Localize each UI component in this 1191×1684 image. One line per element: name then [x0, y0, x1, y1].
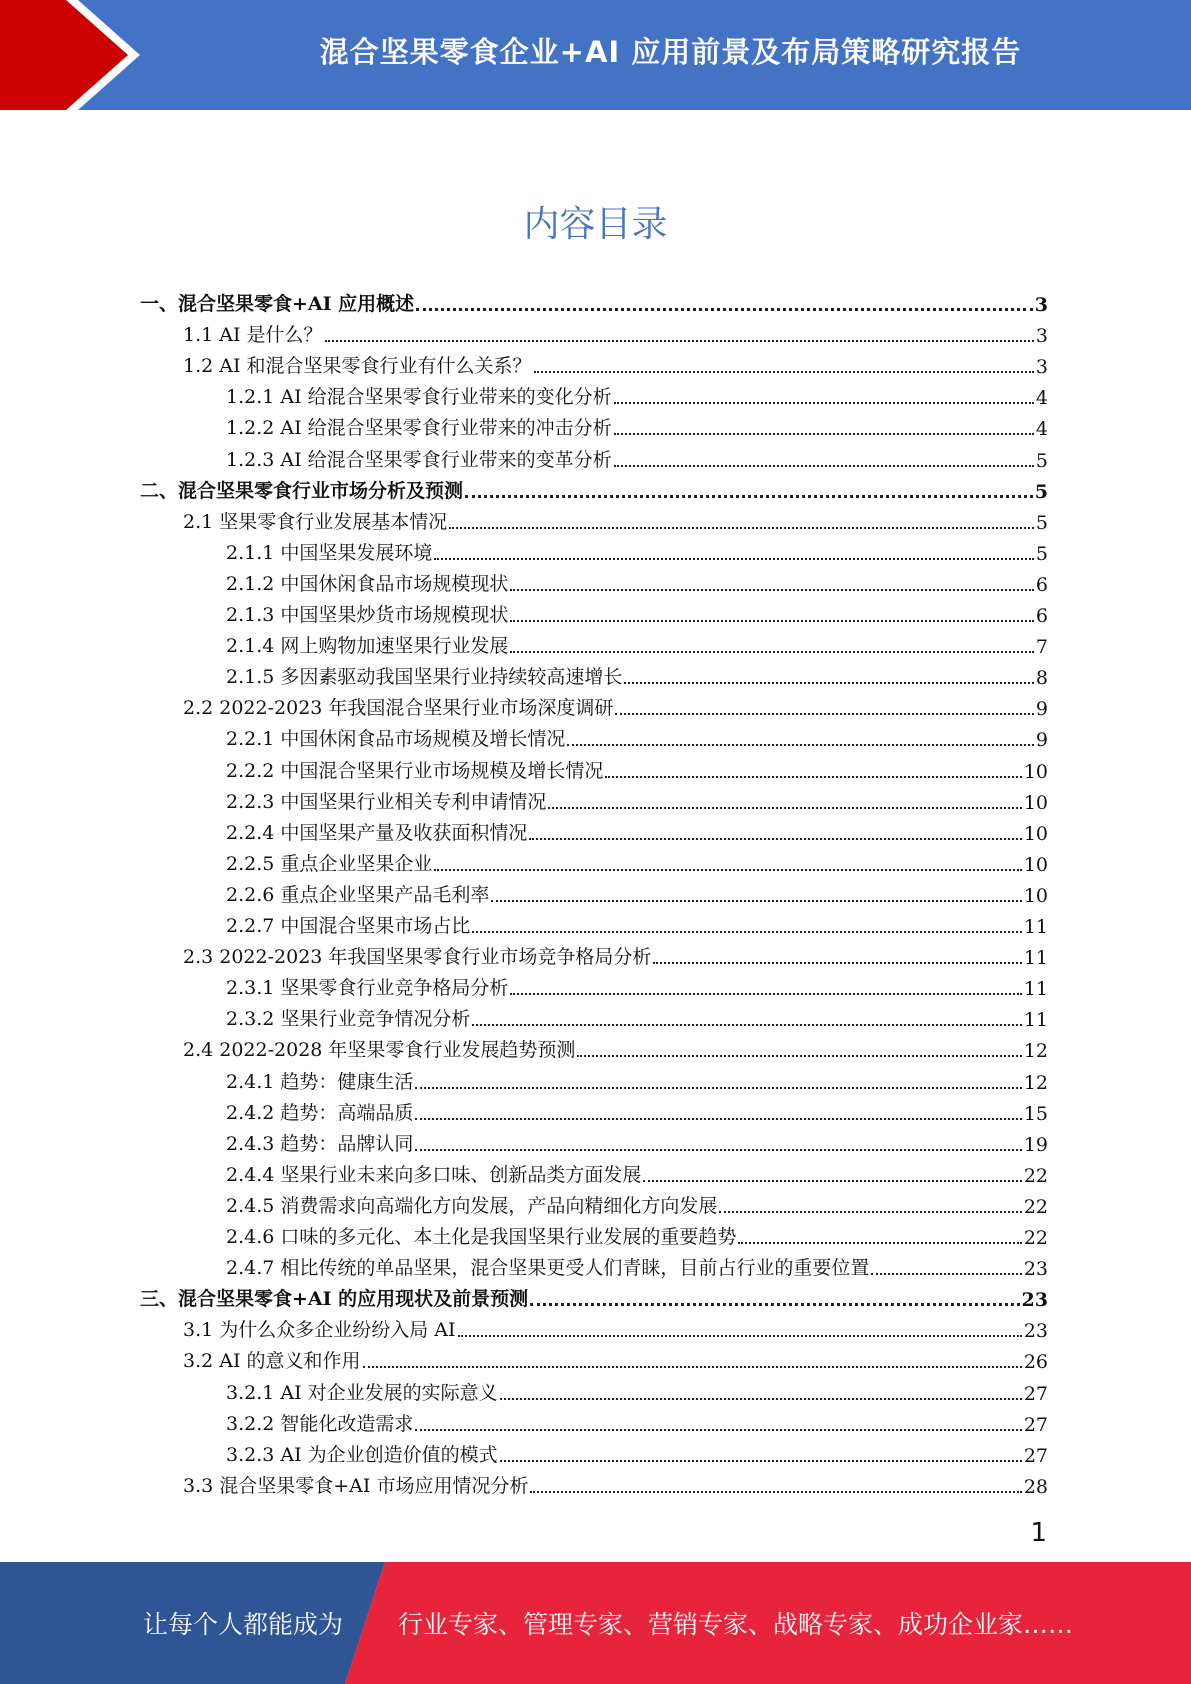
toc-entry-page: 8 — [1035, 667, 1048, 689]
toc-entry[interactable] — [140, 1280, 1048, 1311]
toc-entry[interactable] — [226, 876, 1048, 907]
toc-entry-page: 10 — [1023, 854, 1048, 876]
toc-entry[interactable] — [226, 596, 1048, 627]
page-number: 1 — [1030, 1518, 1047, 1548]
toc-dot-leader — [614, 464, 1034, 467]
toc-entry-label: 1.2 AI 和混合坚果零食行业有什么关系？ — [183, 355, 532, 377]
toc-entry-label: 3.2.2 智能化改造需求 — [226, 1413, 414, 1435]
toc-dot-leader — [548, 806, 1021, 809]
toc-dot-leader — [458, 1334, 1022, 1337]
report-title: 混合坚果零食企业+AI 应用前景及布局策略研究报告 — [319, 34, 1022, 69]
toc-entry-label: 2.4.5 消费需求向高端化方向发展，产品向精细化方向发展 — [226, 1195, 718, 1217]
toc-entry-label: 2.2.5 重点企业坚果企业 — [226, 853, 433, 875]
toc-entry[interactable] — [226, 814, 1048, 845]
toc-entry-page: 23 — [1023, 1258, 1048, 1280]
toc-dot-leader — [472, 930, 1021, 933]
toc-entry-page: 27 — [1023, 1414, 1048, 1436]
toc-entry-page: 23 — [1023, 1320, 1048, 1342]
toc-entry-label: 2.2.2 中国混合坚果行业市场规模及增长情况 — [226, 760, 604, 782]
toc-entry-label: 2.1 坚果零食行业发展基本情况 — [183, 511, 448, 533]
toc-entry-page: 10 — [1023, 761, 1048, 783]
toc-entry-page: 3 — [1034, 294, 1048, 316]
toc-entry-page: 4 — [1035, 387, 1048, 409]
toc-entry-page: 5 — [1035, 543, 1048, 565]
toc-entry-page: 3 — [1035, 356, 1048, 378]
toc-entry-label: 2.4.6 口味的多元化、本土化是我国坚果行业发展的重要趋势 — [226, 1226, 737, 1248]
toc-entry[interactable] — [226, 409, 1048, 440]
toc-entry[interactable] — [183, 503, 1048, 534]
footer-slogan-right: 行业专家、管理专家、营销专家、战略专家、成功企业家…… — [398, 1610, 1074, 1639]
toc-entry-label: 2.2.3 中国坚果行业相关专利申请情况 — [226, 791, 547, 813]
footer-band — [0, 1562, 1191, 1684]
toc-dot-leader — [643, 1179, 1021, 1182]
toc-entry[interactable] — [226, 627, 1048, 658]
toc-dot-leader — [415, 1117, 1021, 1120]
toc-dot-leader — [510, 619, 1034, 622]
toc-dot-leader — [738, 1241, 1021, 1244]
toc-entry-label: 2.3.1 坚果零食行业竞争格局分析 — [226, 977, 509, 999]
toc-entry-page: 26 — [1023, 1351, 1048, 1373]
toc-entry-label: 2.4 2022-2028 年坚果零食行业发展趋势预测 — [183, 1039, 576, 1061]
toc-entry[interactable] — [140, 285, 1048, 316]
toc-entry-page: 15 — [1023, 1103, 1048, 1125]
toc-entry[interactable] — [226, 565, 1048, 596]
header-arrow-decoration — [0, 0, 150, 110]
toc-entry[interactable] — [226, 1249, 1048, 1280]
toc-entry-page: 27 — [1023, 1445, 1048, 1467]
toc-entry[interactable] — [226, 1374, 1048, 1405]
toc-dot-leader — [624, 681, 1034, 684]
toc-entry-label: 2.1.2 中国休闲食品市场规模现状 — [226, 573, 509, 595]
footer-slogan-left: 让每个人都能成为 — [143, 1610, 344, 1639]
toc-entry[interactable] — [183, 689, 1048, 720]
toc-dot-leader — [614, 401, 1034, 404]
toc-dot-leader — [567, 743, 1034, 746]
toc-entry-label: 2.4.3 趋势：品牌认同 — [226, 1133, 414, 1155]
toc-dot-leader — [510, 650, 1034, 653]
toc-entry[interactable] — [226, 783, 1048, 814]
toc-entry[interactable] — [226, 1063, 1048, 1094]
toc-entry-label: 2.3 2022-2023 年我国坚果零食行业市场竞争格局分析 — [183, 946, 652, 968]
toc-entry[interactable] — [226, 1000, 1048, 1031]
toc-entry[interactable] — [226, 1218, 1048, 1249]
toc-entry[interactable] — [226, 1405, 1048, 1436]
toc-dot-leader — [434, 868, 1021, 871]
toc-entry[interactable] — [226, 1436, 1048, 1467]
toc-dot-leader — [500, 1397, 1022, 1400]
toc-dot-leader — [415, 1148, 1021, 1151]
toc-dot-leader — [472, 1023, 1021, 1026]
toc-entry[interactable] — [226, 441, 1048, 472]
toc-entry-page: 11 — [1023, 978, 1048, 1000]
toc-entry[interactable] — [226, 1094, 1048, 1125]
toc-dot-leader — [465, 494, 1033, 498]
toc-entry-label: 三、混合坚果零食+AI 的应用现状及前景预测 — [140, 1288, 529, 1310]
toc-entry-page: 11 — [1023, 1009, 1048, 1031]
toc-entry-label: 2.4.1 趋势：健康生活 — [226, 1071, 414, 1093]
toc-dot-leader — [415, 1086, 1021, 1089]
toc-entry[interactable] — [226, 658, 1048, 689]
toc-entry-page: 6 — [1035, 574, 1048, 596]
toc-entry-label: 1.2.2 AI 给混合坚果零食行业带来的冲击分析 — [226, 417, 612, 439]
toc-entry-page: 28 — [1023, 1476, 1048, 1498]
toc-entry-label: 一、混合坚果零食+AI 应用概述 — [140, 293, 415, 315]
toc-entry-page: 3 — [1035, 325, 1048, 347]
toc-entry[interactable] — [140, 472, 1048, 503]
toc-entry-label: 3.2.1 AI 对企业发展的实际意义 — [226, 1382, 498, 1404]
toc-entry-label: 2.2.4 中国坚果产量及收获面积情况 — [226, 822, 528, 844]
toc-entry[interactable] — [183, 347, 1048, 378]
toc-dot-leader — [530, 1490, 1021, 1493]
toc-entry-page: 10 — [1023, 885, 1048, 907]
toc-entry-label: 2.4.7 相比传统的单品坚果，混合坚果更受人们青睐，目前占行业的重要位置 — [226, 1257, 870, 1279]
toc-dot-leader — [719, 1210, 1021, 1213]
toc-dot-leader — [530, 1302, 1019, 1306]
toc-entry[interactable] — [183, 1467, 1048, 1498]
toc-entry[interactable] — [226, 1187, 1048, 1218]
toc-entry-page: 6 — [1035, 605, 1048, 627]
toc-entry[interactable] — [226, 720, 1048, 751]
toc-dot-leader — [614, 432, 1034, 435]
toc-dot-leader — [434, 557, 1034, 560]
toc-entry-label: 2.1.4 网上购物加速坚果行业发展 — [226, 635, 509, 657]
toc-dot-leader — [415, 1428, 1021, 1431]
toc-dot-leader — [500, 1459, 1022, 1462]
toc-entry-label: 2.4.4 坚果行业未来向多口味、创新品类方面发展 — [226, 1164, 642, 1186]
toc-entry-label: 1.1 AI 是什么？ — [183, 324, 323, 346]
toc-entry-page: 19 — [1023, 1134, 1048, 1156]
toc-dot-leader — [510, 588, 1034, 591]
toc-entry-page: 23 — [1021, 1289, 1048, 1311]
toc-entry-label: 2.2.7 中国混合坚果市场占比 — [226, 915, 471, 937]
toc-entry-page: 22 — [1023, 1227, 1048, 1249]
toc-entry[interactable] — [226, 907, 1048, 938]
toc-entry-label: 1.2.1 AI 给混合坚果零食行业带来的变化分析 — [226, 386, 612, 408]
toc-entry-page: 11 — [1023, 916, 1048, 938]
toc-dot-leader — [510, 992, 1021, 995]
toc-dot-leader — [871, 1272, 1021, 1275]
toc-entry-label: 3.2 AI 的意义和作用 — [183, 1350, 361, 1372]
toc-entry-page: 4 — [1035, 418, 1048, 440]
toc-entry[interactable] — [226, 1125, 1048, 1156]
toc-entry-label: 3.3 混合坚果零食+AI 市场应用情况分析 — [183, 1475, 529, 1497]
toc-entry-label: 2.1.5 多因素驱动我国坚果行业持续较高速增长 — [226, 666, 623, 688]
toc-dot-leader — [605, 775, 1021, 778]
toc-dot-leader — [529, 837, 1021, 840]
toc-dot-leader — [653, 961, 1021, 964]
toc-entry-label: 2.1.1 中国坚果发展环境 — [226, 542, 433, 564]
toc-entry-label: 2.4.2 趋势：高端品质 — [226, 1102, 414, 1124]
toc-dot-leader — [534, 370, 1034, 373]
toc-entry[interactable] — [183, 1311, 1048, 1342]
toc-entry-page: 22 — [1023, 1165, 1048, 1187]
toc-dot-leader — [615, 712, 1033, 715]
toc-entry[interactable] — [226, 969, 1048, 1000]
toc-dot-leader — [449, 526, 1034, 529]
toc-entry[interactable] — [183, 316, 1048, 347]
toc-entry[interactable] — [183, 1342, 1048, 1373]
toc-dot-leader — [325, 339, 1034, 342]
header-band — [0, 0, 1191, 110]
toc-entry[interactable] — [226, 1156, 1048, 1187]
toc-entry[interactable] — [226, 752, 1048, 783]
toc-entry[interactable] — [183, 1031, 1048, 1062]
toc-dot-leader — [577, 1054, 1021, 1057]
toc-entry[interactable] — [226, 534, 1048, 565]
toc-entry-label: 2.1.3 中国坚果炒货市场规模现状 — [226, 604, 509, 626]
toc-entry[interactable] — [226, 845, 1048, 876]
toc-entry-page: 10 — [1023, 792, 1048, 814]
toc-entry-page: 9 — [1035, 698, 1048, 720]
toc-dot-leader — [416, 307, 1033, 311]
toc-entry-page: 27 — [1023, 1383, 1048, 1405]
toc-entry-label: 3.1 为什么众多企业纷纷入局 AI — [183, 1319, 456, 1341]
toc-entry[interactable] — [226, 378, 1048, 409]
toc-entry[interactable] — [183, 938, 1048, 969]
toc-entry-label: 2.2.6 重点企业坚果产品毛利率 — [226, 884, 490, 906]
toc-entry-page: 10 — [1023, 823, 1048, 845]
toc-entry-page: 5 — [1034, 481, 1048, 503]
toc-entry-page: 9 — [1035, 729, 1048, 751]
toc-entry-label: 二、混合坚果零食行业市场分析及预测 — [140, 480, 464, 502]
toc-entry-label: 2.2.1 中国休闲食品市场规模及增长情况 — [226, 728, 566, 750]
toc-heading: 内容目录 — [523, 204, 668, 245]
toc-entry-page: 11 — [1023, 947, 1048, 969]
toc-entry-page: 7 — [1035, 636, 1048, 658]
toc-entry-label: 2.2 2022-2023 年我国混合坚果行业市场深度调研 — [183, 697, 614, 719]
toc-entry-page: 12 — [1023, 1040, 1048, 1062]
toc-entry-label: 2.3.2 坚果行业竞争情况分析 — [226, 1008, 471, 1030]
toc-dot-leader — [363, 1365, 1022, 1368]
toc-entry-page: 5 — [1035, 450, 1048, 472]
toc-entry-page: 12 — [1023, 1072, 1048, 1094]
toc-dot-leader — [491, 899, 1021, 902]
toc-entry-page: 22 — [1023, 1196, 1048, 1218]
toc-entry-label: 3.2.3 AI 为企业创造价值的模式 — [226, 1444, 498, 1466]
toc-entry-label: 1.2.3 AI 给混合坚果零食行业带来的变革分析 — [226, 449, 612, 471]
toc-entry-page: 5 — [1035, 512, 1048, 534]
